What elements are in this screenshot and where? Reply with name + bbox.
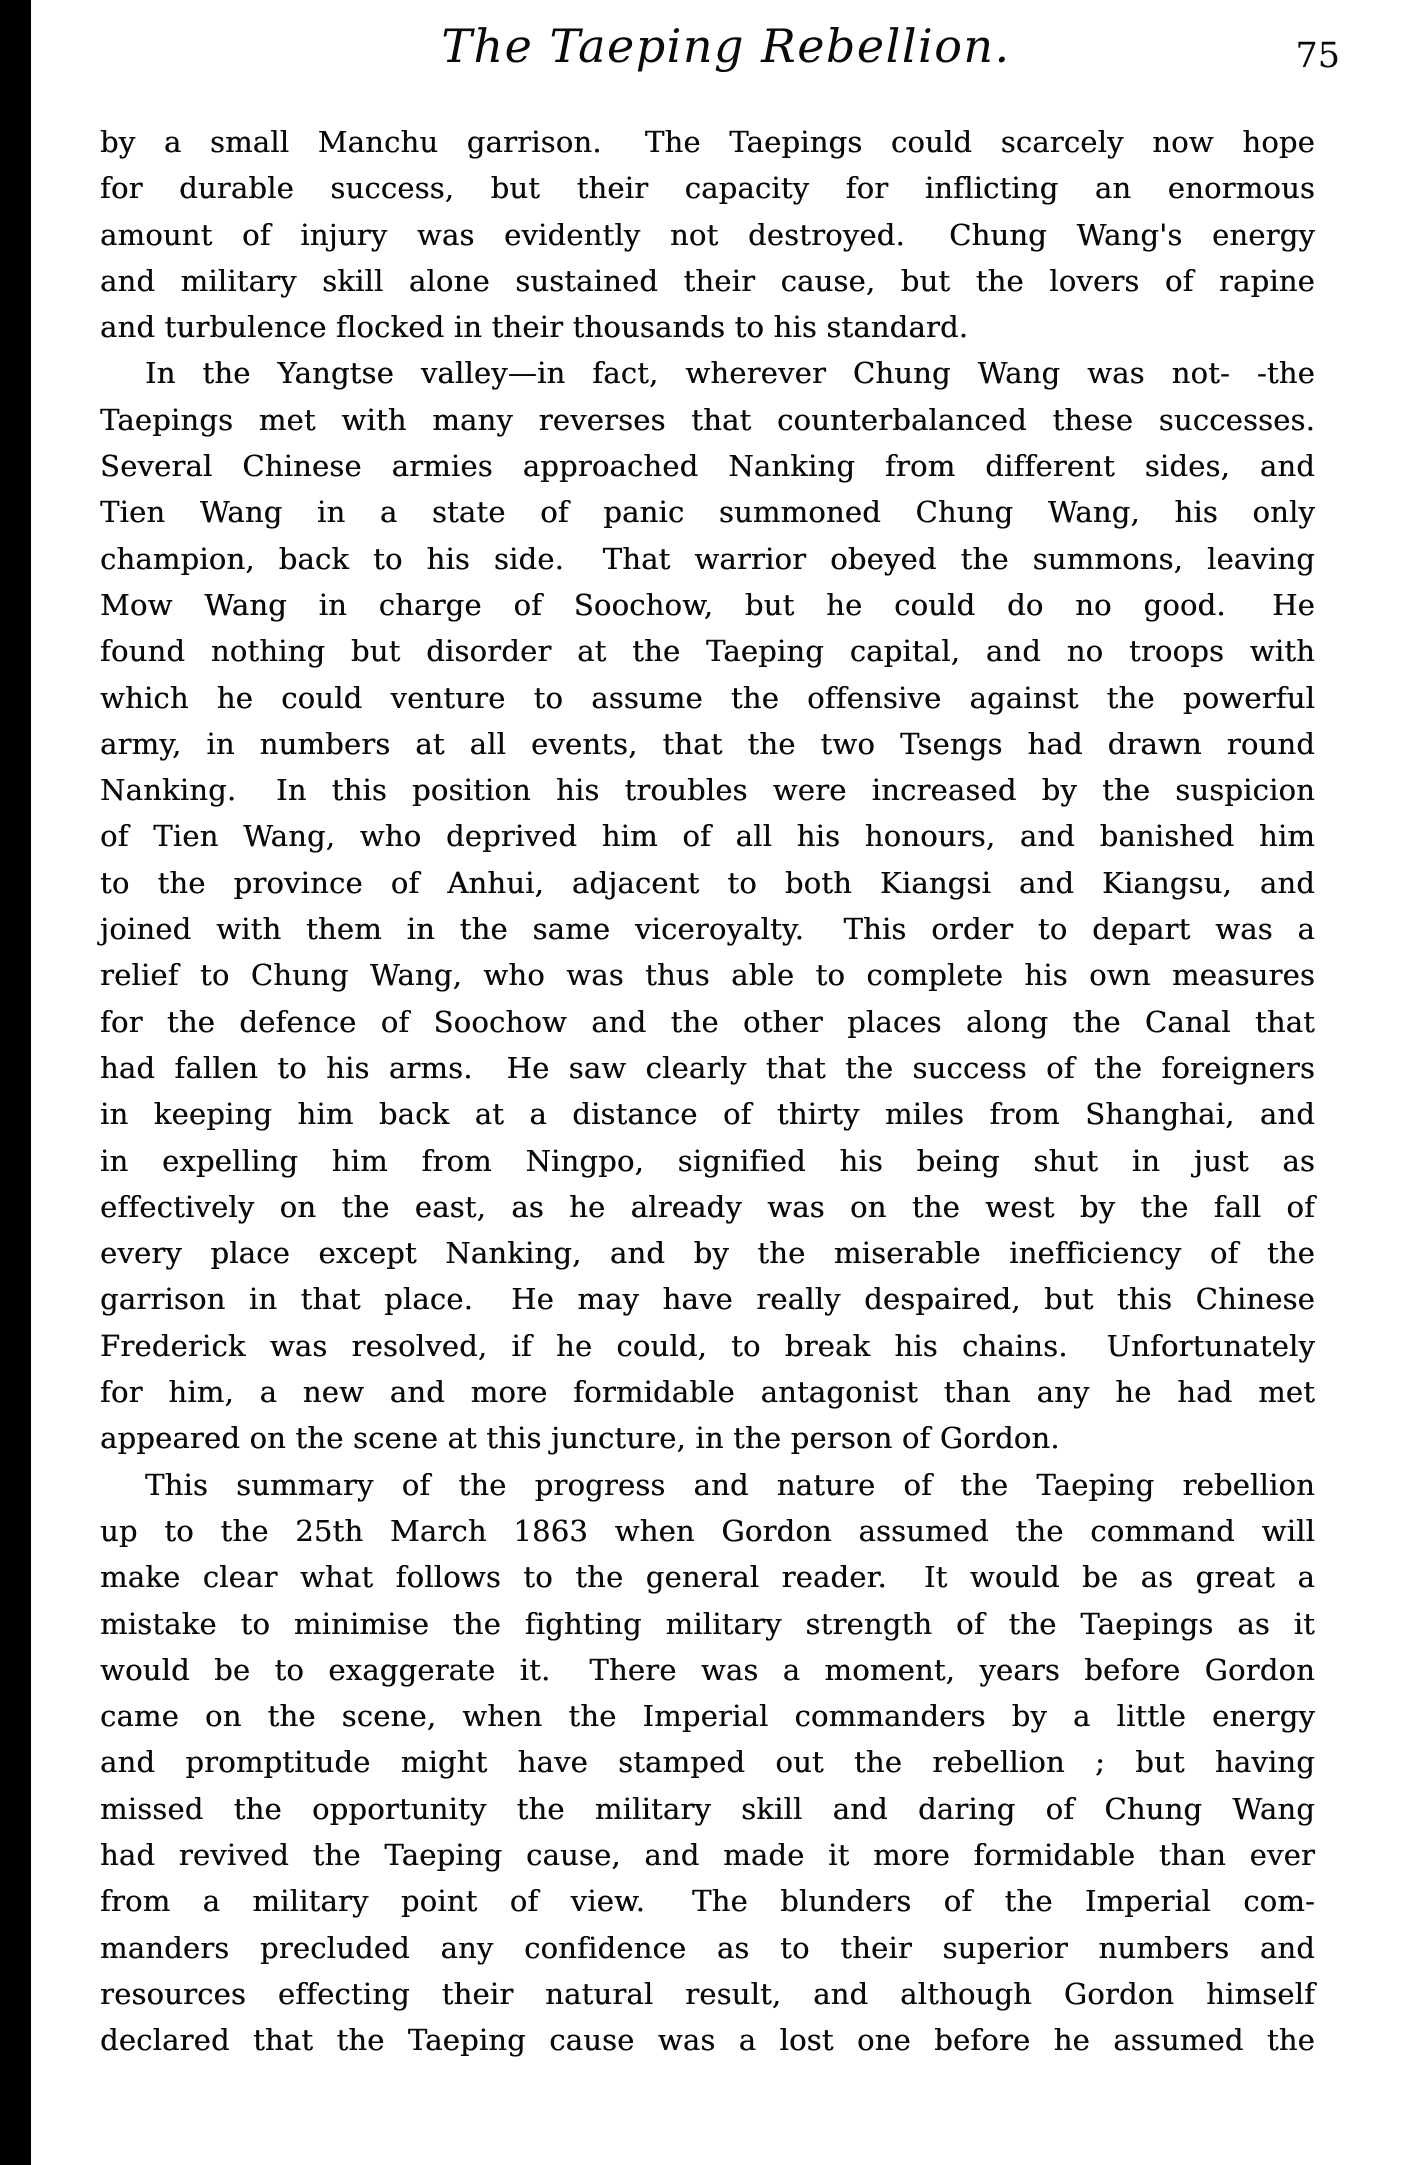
text-line: which he could venture to assume the offensive against the powerful xyxy=(100,680,1315,715)
text-line: Several Chinese armies approached Nanking from different sides, and xyxy=(100,449,1315,484)
text-line: Tien Wang in a state of panic summoned Chung Wang, his only xyxy=(100,495,1315,530)
text-line: in expelling him from Ningpo, signified his being shut in just as xyxy=(100,1143,1315,1178)
text-line: had fallen to his arms. He saw clearly that the success of the foreigners xyxy=(100,1050,1315,1085)
text-line: garrison in that place. He may have really despaired, but this Chinese xyxy=(100,1282,1315,1317)
text-line: This summary of the progress and nature of the Taeping rebellion xyxy=(145,1467,1315,1502)
scan-edge-artifact xyxy=(0,0,31,2165)
text-line: to the province of Anhui, adjacent to both Kiangsi and Kiangsu, and xyxy=(100,865,1315,900)
text-line: Mow Wang in charge of Soochow, but he could do no good. He xyxy=(100,587,1315,622)
text-line: appeared on the scene at this juncture, in the person of Gordon. xyxy=(100,1421,1060,1456)
text-line: Frederick was resolved, if he could, to break his chains. Unfortunately xyxy=(100,1328,1315,1363)
text-line: from a military point of view. The blunders of the Imperial com- xyxy=(100,1884,1315,1919)
text-line: missed the opportunity the military skill and daring of Chung Wang xyxy=(100,1791,1315,1826)
text-line: champion, back to his side. That warrior obeyed the summons, leaving xyxy=(100,541,1315,576)
text-line: joined with them in the same viceroyalty. This order to depart was a xyxy=(100,912,1315,947)
text-line: resources effecting their natural result, and although Gordon himself xyxy=(100,1976,1315,2011)
text-line: by a small Manchu garrison. The Taepings could scarcely now hope xyxy=(100,125,1315,159)
text-line: for him, a new and more formidable antagonist than any he had met xyxy=(100,1375,1315,1410)
text-line: army, in numbers at all events, that the two Tsengs had drawn round xyxy=(100,726,1315,761)
page-title: The Taeping Rebellion. xyxy=(441,19,1011,73)
text-line: relief to Chung Wang, who was thus able to complete his own measures xyxy=(100,958,1315,993)
text-line: effectively on the east, as he already was on the west by the fall of xyxy=(100,1189,1315,1224)
text-line: Taepings met with many reverses that counterbalanced these successes. xyxy=(100,402,1315,437)
text-line: amount of injury was evidently not destroyed. Chung Wang's energy xyxy=(100,217,1315,252)
text-line: and turbulence flocked in their thousands to his standard. xyxy=(100,310,969,345)
text-line: for the defence of Soochow and the other places along the Canal that xyxy=(100,1004,1315,1039)
text-line: manders precluded any confidence as to their superior numbers and xyxy=(100,1930,1315,1965)
text-line: and promptitude might have stamped out the rebellion ; but having xyxy=(100,1745,1315,1780)
text-line: had revived the Taeping cause, and made it more formidable than ever xyxy=(100,1837,1315,1872)
text-line: Nanking. In this position his troubles were increased by the suspicion xyxy=(100,773,1315,808)
text-line: up to the 25th March 1863 when Gordon assumed the command will xyxy=(100,1513,1315,1548)
page-number: 75 xyxy=(1295,36,1340,76)
text-line: declared that the Taeping cause was a lost one before he assumed the xyxy=(100,2023,1315,2058)
text-line: of Tien Wang, who deprived him of all his honours, and banished him xyxy=(100,819,1315,854)
text-line: In the Yangtse valley—in fact, wherever Chung Wang was not- -the xyxy=(145,356,1315,391)
body-text xyxy=(100,119,1315,2063)
text-line: would be to exaggerate it. There was a moment, years before Gordon xyxy=(100,1652,1315,1687)
text-line: came on the scene, when the Imperial commanders by a little energy xyxy=(100,1699,1315,1734)
text-line: for durable success, but their capacity for inflicting an enormous xyxy=(100,171,1315,206)
text-line: every place except Nanking, and by the miserable inefficiency of the xyxy=(100,1236,1315,1271)
text-line: in keeping him back at a distance of thirty miles from Shanghai, and xyxy=(100,1097,1315,1132)
text-line: mistake to minimise the fighting military strength of the Taepings as it xyxy=(100,1606,1315,1641)
text-line: make clear what follows to the general reader. It would be as great a xyxy=(100,1560,1315,1595)
text-line: found nothing but disorder at the Taeping capital, and no troops with xyxy=(100,634,1315,669)
text-line: and military skill alone sustained their cause, but the lovers of rapine xyxy=(100,263,1315,298)
